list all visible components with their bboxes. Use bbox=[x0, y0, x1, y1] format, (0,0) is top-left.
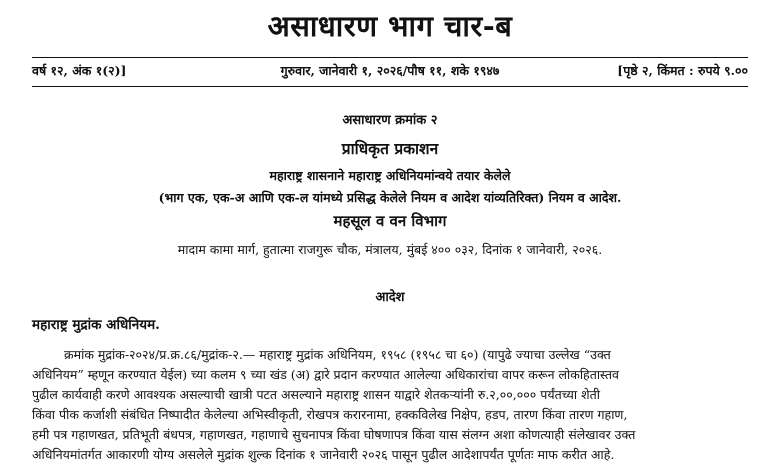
order-heading: आदेश bbox=[375, 290, 405, 305]
department-name: महसूल व वन विभाग bbox=[333, 212, 447, 230]
header-bottom-rule bbox=[32, 86, 748, 87]
gazette-meta-row bbox=[32, 62, 748, 84]
prepared-by-line: महाराष्ट्र शासनाने महाराष्ट्र अधिनियमांन्वये तयार केलेले bbox=[269, 168, 511, 183]
act-title: महाराष्ट्र मुद्रांक अधिनियम. bbox=[32, 317, 160, 333]
volume-issue: वर्ष १२, अंक १(२)] bbox=[32, 63, 127, 78]
extraordinary-number: असाधारण क्रमांक २ bbox=[342, 113, 438, 128]
body-line: हमी पत्र गहाणखत, प्रतिभूती बंधपत्र, गहाणखत, गहाणाचे सुचनापत्र किंवा घोषणापत्र किंवा यास संलग्न अशा कोणत्याही संलेखावर उक्त bbox=[32, 427, 636, 442]
body-line: किंवा पीक कर्जाशी संबंधित निष्पादीत केलेल्या अभिस्वीकृती, रोखपत्र करारनामा, हक्कविलेख निक्षेप, हडप, तारण किंवा तारण गहाण, bbox=[32, 407, 628, 422]
body-line: अधिनियमांतर्गत आकारणी योग्य असलेले मुद्रांक शुल्क दिनांक १ जानेवारी २०२६ पासून पुढील आदेशापर्यंत पूर्णतः माफ करीत आहे. bbox=[32, 447, 615, 462]
page-count-price: [पृष्ठे २, किंमत : रुपये ९.०० bbox=[617, 63, 748, 78]
body-line: क्रमांक मुद्रांक-२०२४/प्र.क्र.८६/मुद्रांक-२.— महाराष्ट्र मुद्रांक अधिनियम, १९५८ (१९५८ चा ६०) (यापुढे ज्याचा उल्लेख “उक्त bbox=[64, 347, 611, 362]
publication-title: प्राधिकृत प्रकाशन bbox=[341, 139, 439, 158]
issue-date: गुरुवार, जानेवारी १, २०२६/पौष ११, शके १९४७ bbox=[280, 63, 500, 78]
scope-line: (भाग एक, एक-अ आणि एक-ल यांमध्ये प्रसिद्ध केलेले नियम व आदेश यांव्यतिरिक्त) नियम व आदेश. bbox=[158, 190, 622, 205]
body-line: अधिनियम” म्हणून करण्यात येईल) च्या कलम ९ च्या खंड (अ) द्वारे प्रदान करण्यात आलेल्या अधिकारांचा वापर करून लोकहितास्तव bbox=[32, 367, 619, 382]
gazette-banner: असाधारण भाग चार-ब bbox=[267, 9, 513, 43]
department-address: मादाम कामा मार्ग, हुतात्मा राजगुरू चौक, मंत्रालय, मुंबई ४०० ०३२, दिनांक १ जानेवारी, २०२६. bbox=[177, 242, 603, 257]
header-top-rule bbox=[32, 57, 748, 58]
body-line: पुढील कार्यवाही करणे आवश्यक असल्याची खात्री पटत असल्याने महाराष्ट्र शासन याद्वारे शेतकऱ्यांनी रु.२,००,००० पर्यंतच्या शेती bbox=[32, 387, 600, 402]
